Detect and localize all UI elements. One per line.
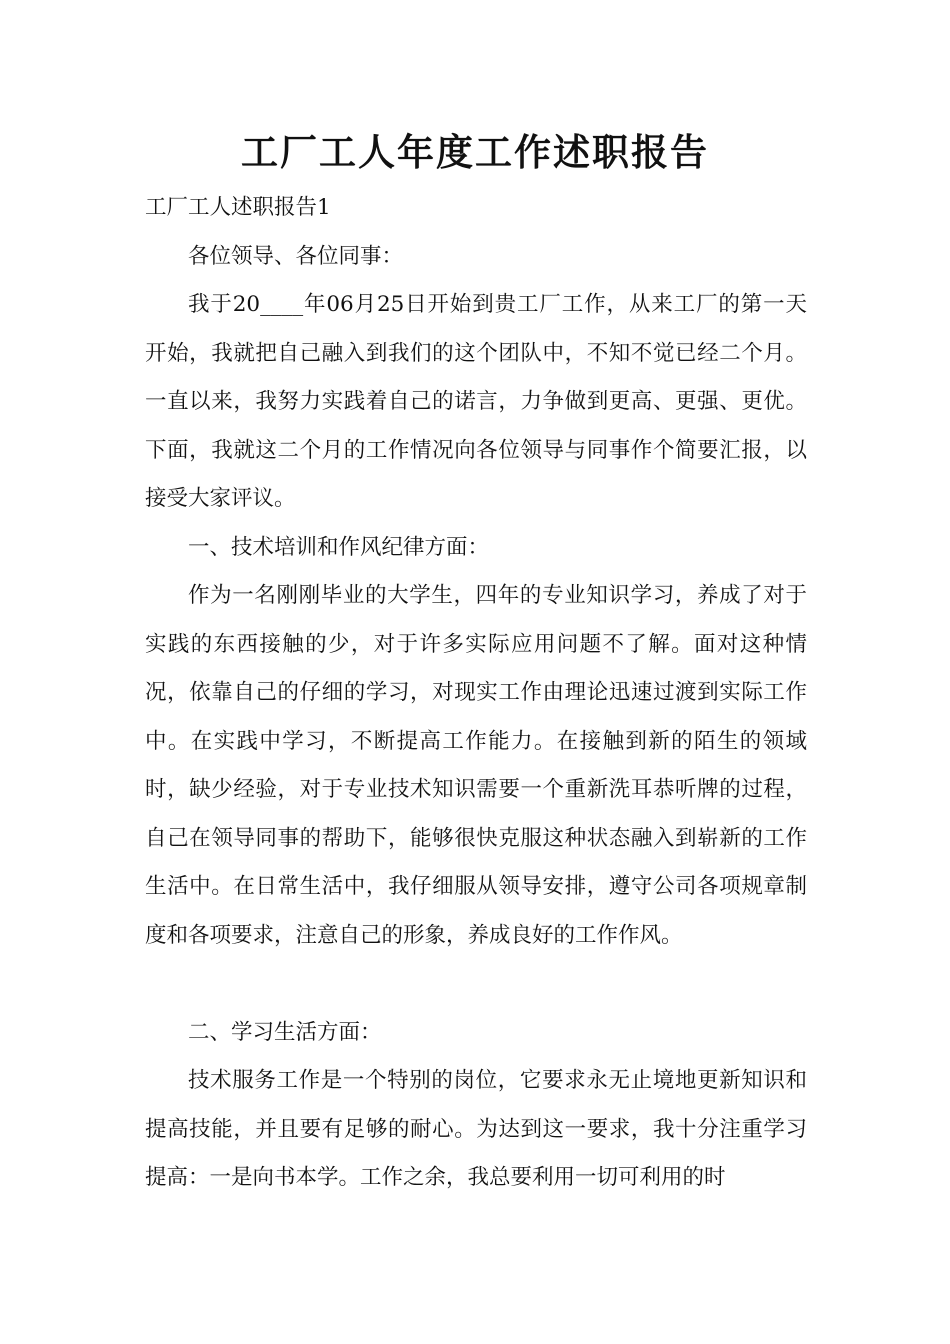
section-heading-1: 一、技术培训和作风纪律方面：	[188, 534, 490, 560]
document-title: 工厂工人年度工作述职报告	[241, 130, 709, 174]
paragraph-section-2: 技术服务工作是一个特别的岗位，它要求永无止境地更新知识和提高技能，并且要有足够的耐心。为达到这一要求，我十分注重学习提高：一是向书本学。工作之余，我总要利用一切可利用的时	[145, 1068, 807, 1190]
greeting: 各位领导、各位同事：	[188, 243, 404, 269]
paragraph-spacer	[145, 960, 807, 1009]
section-heading-2: 二、学习生活方面：	[188, 1019, 382, 1045]
report-subtitle: 工厂工人述职报告1	[145, 195, 331, 220]
document-body	[145, 184, 807, 1203]
paragraph-intro: 我于20____年06月25日开始到贵工厂工作，从来工厂的第一天开始，我就把自己融入到我们的这个团队中，不知不觉已经二个月。一直以来，我努力实践着自己的诺言，力争做到更高、更强、更优。下面，我就这二个月的工作情况向各位领导与同事作个简要汇报，以接受大家评议。	[145, 292, 807, 511]
paragraph-section-1: 作为一名刚刚毕业的大学生，四年的专业知识学习，养成了对于实践的东西接触的少，对于许多实际应用问题不了解。面对这种情况，依靠自己的仔细的学习，对现实工作由理论迅速过渡到实际工作中。在实践中学习，不断提高工作能力。在接触到新的陌生的领域时，缺少经验，对于专业技术知识需要一个重新洗耳恭听牌的过程，自己在领导同事的帮助下，能够很快克服这种状态融入到崭新的工作生活中。在日常生活中，我仔细服从领导安排，遵守公司各项规章制度和各项要求，注意自己的形象，养成良好的工作作风。	[145, 583, 807, 948]
